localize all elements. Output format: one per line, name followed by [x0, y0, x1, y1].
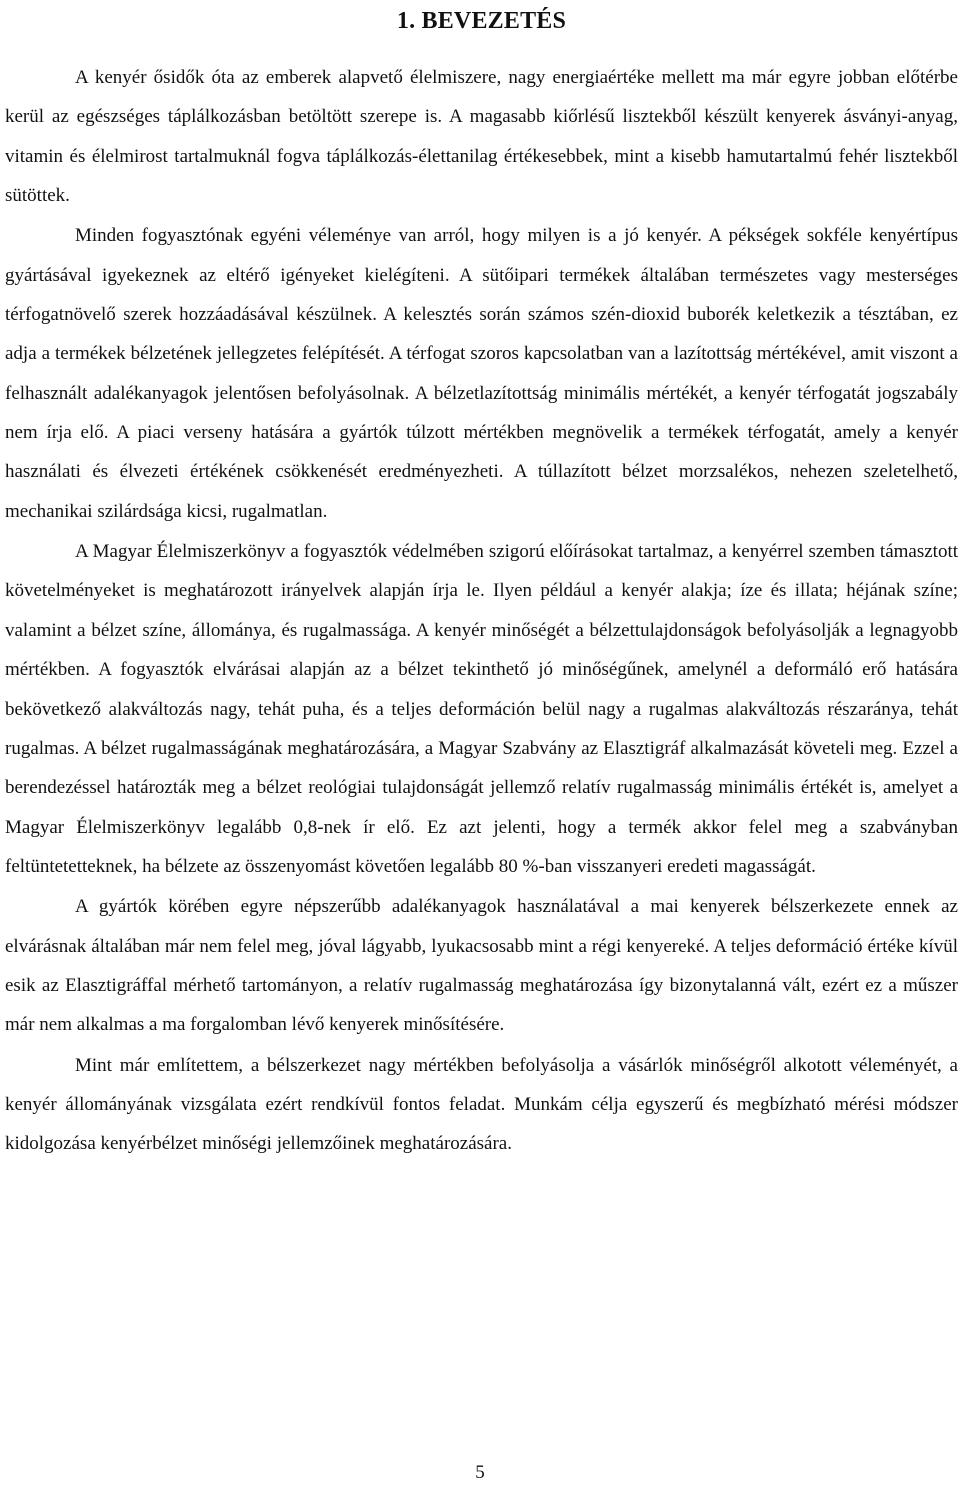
paragraph-food-codex: A Magyar Élelmiszerkönyv a fogyasztók védelmében szigorú előírásokat tartalmaz, a kenyérrel szemben támasztott követelményeket is meghatározott irányelvek alapján írja le. Ilyen például a kenyér alakja; íze és illata; héjának színe; valamint a bélzet színe, állománya, és rugalmassága. A kenyér minőségét a bélzettulajdonságok befolyásolják a legnagyobb mértékben. A fogyasztók elvárásai alapján az a bélzet tekinthető jó minőségűnek, amelynél a deformáló erő hatására bekövetkező alakváltozás nagy, tehát puha, és a teljes deformáción belül nagy a rugalmas alakváltozás részaránya, tehát rugalmas. A bélzet rugalmasságának meghatározására, a Magyar Szabvány az Elasztigráf alkalmazását követeli meg. Ezzel a berendezéssel határozták meg a bélzet reológiai tulajdonságát jellemző relatív rugalmasság minimális értékét is, amelyet a Magyar Élelmiszerkönyv legalább 0,8-nek ír elő. Ez azt jelenti, hogy a termék akkor felel meg a szabványban feltüntetetteknek, ha bélzete az összenyomást követően legalább 80 %-ban visszanyeri eredeti magasságát.	[5, 541, 958, 877]
page-number: 5	[475, 1462, 485, 1483]
paragraph-consumer-opinion: Minden fogyasztónak egyéni véleménye van arról, hogy milyen is a jó kenyér. A pékségek sokféle kenyértípus gyártásával igyekeznek az eltérő igényeket kielégíteni. A sütőipari termékek általában természetes vagy mesterséges térfogatnövelő szerek hozzáadásával készülnek. A kelesztés során számos szén-dioxid buborék keletkezik a tésztában, ez adja a termékek bélzetének jellegzetes felépítését. A térfogat szoros kapcsolatban van a lazítottság mértékével, amit viszont a felhasznált adalékanyagok jelentősen befolyásolnak. A bélzetlazítottság minimális mértékét, a kenyér térfogatát jogszabály nem írja elő. A piaci verseny hatására a gyártók túlzott mértékben megnövelik a termékek térfogatát, amely a kenyér használati és élvezeti értékének csökkenését eredményezheti. A túllazított bélzet morzsalékos, nehezen szeletelhető, mechanikai szilárdsága kicsi, rugalmatlan.	[5, 225, 958, 522]
paragraph-additives: A gyártók körében egyre népszerűbb adalékanyagok használatával a mai kenyerek bélszerkezete ennek az elvárásnak általában már nem felel meg, jóval lágyabb, lyukacsosabb mint a régi kenyereké. A teljes deformáció értéke kívül esik az Elasztigráffal mérhető tartományon, a relatív rugalmasság meghatározása így bizonytalanná vált, ezért ez a műszer már nem alkalmas a ma forgalomban lévő kenyerek minősítésére.	[5, 896, 958, 1036]
body-text	[5, 58, 958, 1164]
paragraph-objective: Mint már említettem, a bélszerkezet nagy mértékben befolyásolja a vásárlók minőségről alkotott véleményét, a kenyér állományának vizsgálata ezért rendkívül fontos feladat. Munkám célja egyszerű és megbízható mérési módszer kidolgozása kenyérbélzet minőségi jellemzőinek meghatározására.	[5, 1054, 958, 1155]
document-page	[5, 0, 958, 1165]
chapter-heading: 1. BEVEZETÉS	[396, 8, 567, 34]
paragraph-intro: A kenyér ősidők óta az emberek alapvető élelmiszere, nagy energiaértéke mellett ma már egyre jobban előtérbe kerül az egészséges táplálkozásban betöltött szerepe is. A magasabb kiőrlésű lisztekből készült kenyerek ásványi-anyag, vitamin és élelmirost tartalmuknál fogva táplálkozás-élettanilag értékesebbek, mint a kisebb hamutartalmú fehér lisztekből sütöttek.	[5, 67, 958, 207]
